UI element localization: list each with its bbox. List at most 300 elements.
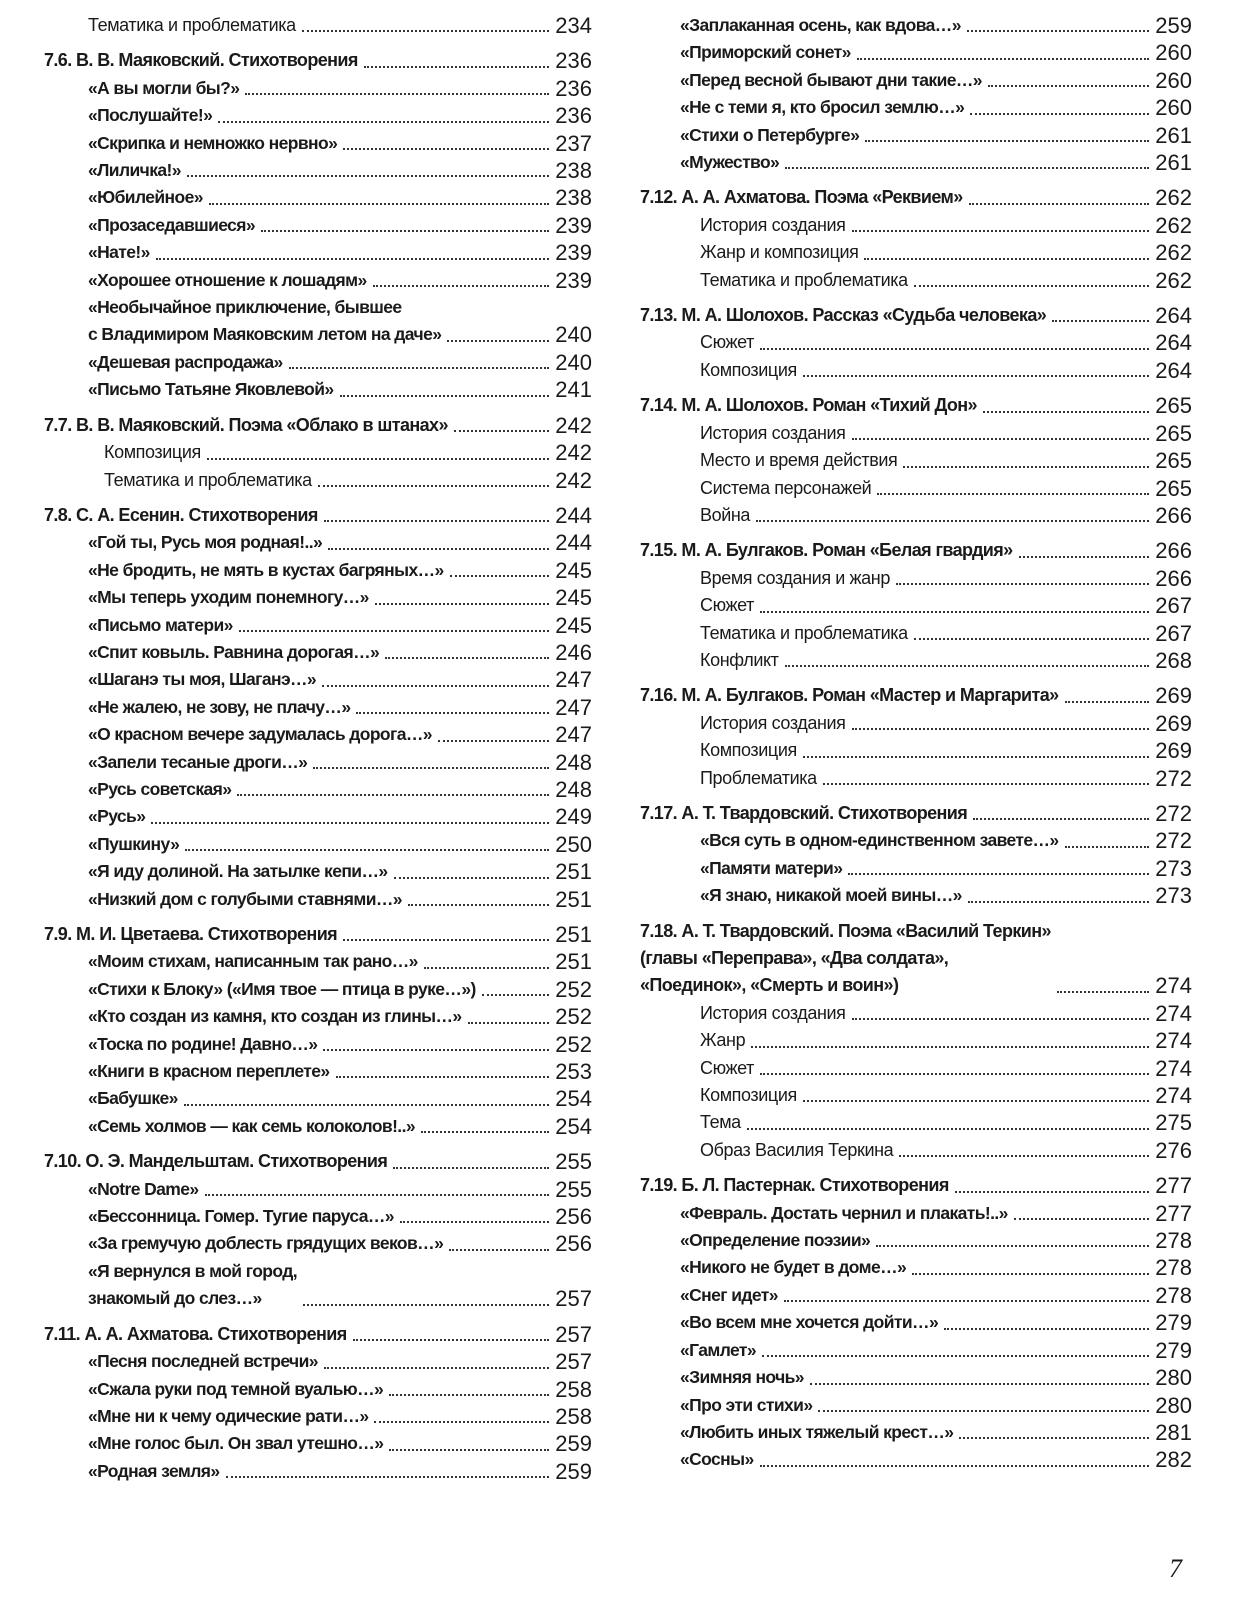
toc-entry-title: «Кто создан из камня, кто создан из глины…» [88,1006,462,1027]
toc-entry-page: 277 [1155,1173,1192,1199]
toc-subsection-entry [44,12,592,39]
toc-entry-page: 260 [1155,95,1192,121]
dot-leader [450,575,550,577]
dot-leader [375,603,549,605]
toc-entry-page: 248 [555,776,592,802]
toc-subsection-entry [640,502,1192,529]
toc-entry-page: 260 [1155,67,1192,93]
toc-poem-entry [640,1446,1192,1473]
toc-subsection-entry [640,1137,1192,1164]
dot-leader [438,740,549,742]
toc-entry-title: Конфликт [700,649,779,670]
dot-leader [482,994,550,996]
toc-entry-page: 281 [1155,1419,1192,1445]
toc-entry-page: 272 [1155,800,1192,826]
toc-entry-title: Сюжет [700,1057,754,1078]
toc-entry-title: «Прозаседавшиеся» [88,214,256,235]
toc-entry-title: «Любить иных тяжелый крест…» [680,1421,954,1442]
toc-entry-title: История создания [700,214,846,235]
toc-entry-title: Композиция [700,359,797,380]
dot-leader [760,611,1149,613]
toc-entry-title: «Стихи к Блоку» («Имя твое — птица в руке…») [88,978,476,999]
toc-entry-title: «Родная земля» [88,1460,220,1481]
toc-subsection-entry [640,1027,1192,1054]
toc-entry-title: Система персонажей [700,477,872,498]
toc-entry-page: 258 [555,1403,592,1429]
dot-leader [394,877,550,879]
toc-entry-title: «За гремучую доблесть грядущих веков…» [88,1233,444,1254]
toc-entry-title: История создания [700,1002,846,1023]
toc-entry-page: 239 [555,212,592,238]
dot-leader [959,1437,1149,1439]
toc-entry-title: «Перед весной бывают дни такие…» [680,69,982,90]
toc-entry-page: 264 [1155,330,1192,356]
dot-leader [1057,991,1149,993]
toc-poem-entry [44,1376,592,1403]
toc-entry-title: «Гой ты, Русь моя родная!..» [88,532,323,553]
toc-entry-page: 257 [555,1349,592,1375]
dot-leader [955,1191,1150,1193]
dot-leader [374,1421,549,1423]
dot-leader [988,85,1149,87]
toc-entry-page: 238 [555,185,592,211]
toc-poem-entry [640,1364,1192,1391]
toc-poem-entry [44,721,592,748]
toc-entry-title: «Скрипка и немножко нервно» [88,132,338,153]
toc-poem-entry [44,529,592,556]
toc-entry-title: «Notre Dame» [88,1178,199,1199]
dot-leader [760,1073,1149,1075]
toc-entry-page: 236 [555,75,592,101]
toc-entry-title: «Хорошее отношение к лошадям» [88,269,367,290]
toc-poem-entry [44,831,592,858]
toc-entry-title: «Моим стихам, написанным так рано…» [88,951,418,972]
toc-entry-page: 240 [555,349,592,375]
toc-subsection-entry [640,620,1192,647]
toc-entry-title: «Никого не будет в доме…» [680,1257,907,1278]
toc-entry-page: 265 [1155,393,1192,419]
dot-leader [393,1167,549,1169]
toc-entry-title: Композиция [104,442,201,463]
toc-subsection-entry [640,592,1192,619]
toc-poem-entry [44,376,592,403]
toc-poem-entry [44,1203,592,1230]
dot-leader [823,783,1150,785]
dot-leader [343,939,549,941]
toc-poem-entry [640,122,1192,149]
toc-entry-title: История создания [700,712,846,733]
toc-entry-title: Война [700,504,751,525]
toc-entry-title: «Зимняя ночь» [680,1367,804,1388]
dot-leader [944,1328,1149,1330]
dot-leader [857,58,1150,60]
toc-entry-page: 269 [1155,710,1192,736]
toc-entry-page: 267 [1155,620,1192,646]
toc-entry-page: 261 [1155,150,1192,176]
toc-entry-page: 268 [1155,647,1192,673]
toc-entry-page: 273 [1155,855,1192,881]
toc-poem-entry [44,130,592,157]
toc-entry-title: «Юбилейное» [88,187,203,208]
dot-leader [876,1245,1149,1247]
dot-leader [852,1018,1150,1020]
toc-entry-page: 272 [1155,765,1192,791]
dot-leader [421,1131,549,1133]
toc-entry-title: «Мне голос был. Он звал утешно…» [88,1433,384,1454]
dot-leader [328,548,549,550]
dot-leader [156,258,550,260]
toc-entry-title: Тематика и проблематика [104,469,312,490]
dot-leader [760,348,1149,350]
toc-poem-entry [44,1348,592,1375]
toc-entry-page: 272 [1155,828,1192,854]
dot-leader [751,1046,1149,1048]
toc-entry-page: 236 [555,48,592,74]
toc-entry-title: История создания [700,422,846,443]
dot-leader [205,1194,550,1196]
toc-section-entry [640,918,1192,1000]
toc-poem-entry [44,976,592,1003]
toc-subsection-entry [44,467,592,494]
toc-poem-entry [44,557,592,584]
toc-entry-title: 7.16. М. А. Булгаков. Роман «Мастер и Маргарита» [640,685,1059,706]
toc-entry-page: 257 [555,1321,592,1347]
toc-entry-title: «Я иду долиной. На затылке кепи…» [88,861,388,882]
dot-leader [323,1049,549,1051]
toc-entry-title: «Заплаканная осень, как вдова…» [680,15,961,35]
dot-leader [336,1076,550,1078]
toc-column-right [640,12,1192,1474]
toc-section-entry [640,392,1192,419]
toc-section-entry [44,1148,592,1175]
dot-leader [184,1104,550,1106]
toc-subsection-entry [640,1055,1192,1082]
dot-leader [237,794,549,796]
dot-leader [864,258,1149,260]
toc-entry-title: «Письмо Татьяне Яковлевой» [88,379,334,400]
toc-poem-entry [44,858,592,885]
dot-leader [784,1300,1149,1302]
toc-entry-page: 274 [1155,1055,1192,1081]
toc-entry-title: Тематика и проблематика [700,269,908,290]
dot-leader [324,520,550,522]
toc-section-entry [44,412,592,439]
toc-subsection-entry [640,475,1192,502]
toc-poem-entry [640,882,1192,909]
toc-entry-page: 245 [555,612,592,638]
toc-poem-entry [640,1282,1192,1309]
toc-entry-title: «Не с теми я, кто бросил землю…» [680,97,965,118]
toc-entry-page: 264 [1155,357,1192,383]
toc-subsection-entry [640,329,1192,356]
toc-section-entry [640,800,1192,827]
toc-entry-title: «Дешевая распродажа» [88,351,283,372]
toc-entry-page: 236 [555,103,592,129]
toc-entry-page: 274 [1155,1028,1192,1054]
toc-entry-title: Жанр и композиция [700,242,859,263]
toc-entry-page: 252 [555,976,592,1002]
toc-poem-entry [44,294,592,349]
toc-section-entry [44,502,592,529]
toc-section-entry [640,1172,1192,1199]
dot-leader [785,167,1149,169]
toc-entry-page: 239 [555,240,592,266]
toc-poem-entry [44,1176,592,1203]
dot-leader [852,230,1150,232]
toc-entry-title: «Семь холмов — как семь колоколов!..» [88,1115,415,1136]
toc-entry-page: 256 [555,1231,592,1257]
toc-entry-title: «Тоска по родине! Давно…» [88,1033,318,1054]
toc-poem-entry [640,149,1192,176]
toc-entry-page: 242 [555,467,592,493]
toc-entry-title: Время создания и жанр [700,567,890,588]
toc-entry-title: 7.8. С. А. Есенин. Стихотворения [44,504,318,525]
dot-leader [226,1476,550,1478]
toc-poem-entry [44,1003,592,1030]
toc-entry-title: «Сосны» [680,1449,754,1470]
dot-leader [973,818,1149,820]
toc-entry-page: 256 [555,1204,592,1230]
toc-entry-title: «Я вернулся в мой город, знакомый до слез…» [88,1260,297,1309]
toc-entry-title: «Шаганэ ты моя, Шаганэ…» [88,669,317,690]
toc-entry-title: 7.17. А. Т. Твардовский. Стихотворения [640,802,968,823]
dot-leader [209,203,549,205]
toc-entry-title: «Книги в красном переплете» [88,1061,330,1082]
toc-entry-page: 275 [1155,1110,1192,1136]
toc-section-entry [640,184,1192,211]
toc-entry-title: «Сжала руки под темной вуалью…» [88,1378,384,1399]
toc-subsection-entry [640,267,1192,294]
dot-leader [151,822,549,824]
dot-leader [896,583,1149,585]
toc-subsection-entry [640,1082,1192,1109]
toc-poem-entry [44,948,592,975]
toc-entry-title: Тематика и проблематика [88,15,296,35]
dot-leader [343,148,549,150]
toc-entry-title: 7.12. А. А. Ахматова. Поэма «Реквием» [640,187,963,208]
dot-leader [424,967,549,969]
dot-leader [318,485,550,487]
dot-leader [914,638,1150,640]
toc-entry-page: 260 [1155,40,1192,66]
dot-leader [852,728,1150,730]
dot-leader [1014,1218,1149,1220]
toc-entry-title: 7.9. М. И. Цветаева. Стихотворения [44,924,338,944]
toc-entry-page: 242 [555,440,592,466]
dot-leader [848,873,1149,875]
toc-entry-title: 7.7. В. В. Маяковский. Поэма «Облако в штанах» [44,414,448,435]
toc-entry-title: «Письмо матери» [88,614,233,635]
toc-entry-title: «Спит ковыль. Равнина дорогая…» [88,641,380,662]
dot-leader [353,1339,550,1341]
toc-entry-page: 252 [555,1031,592,1057]
toc-poem-entry [640,1309,1192,1336]
toc-entry-page: 278 [1155,1255,1192,1281]
dot-leader [302,30,550,32]
toc-entry-title: «А вы могли бы?» [88,77,240,98]
dot-leader [218,121,549,123]
dot-leader [803,375,1149,377]
toc-entry-page: 251 [555,949,592,975]
toc-subsection-entry [640,212,1192,239]
toc-entry-title: «Гамлет» [680,1339,756,1360]
toc-poem-entry [44,184,592,211]
toc-poem-entry [44,612,592,639]
toc-poem-entry [44,584,592,611]
toc-entry-page: 245 [555,557,592,583]
toc-entry-title: «Мужество» [680,152,780,173]
toc-entry-page: 269 [1155,683,1192,709]
toc-poem-entry [640,1392,1192,1419]
dot-leader [967,30,1149,32]
toc-subsection-entry [640,737,1192,764]
dot-leader [756,520,1149,522]
dot-leader [261,230,549,232]
toc-entry-title: «Бабушке» [88,1088,178,1109]
toc-entry-page: 234 [555,13,592,38]
toc-poem-entry [640,1337,1192,1364]
toc-entry-page: 237 [555,130,592,156]
toc-entry-title: «Не бродить, не мять в кустах багряных…» [88,559,444,580]
toc-entry-page: 259 [555,1458,592,1484]
toc-entry-page: 265 [1155,475,1192,501]
toc-entry-title: «Мне ни к чему одические рати…» [88,1405,369,1426]
toc-entry-title: Жанр [700,1030,746,1051]
dot-leader [912,1273,1149,1275]
toc-entry-title: Образ Василия Теркина [700,1139,894,1160]
dot-leader [324,1367,549,1369]
toc-subsection-entry [640,710,1192,737]
toc-entry-title: 7.10. О. Э. Мандельштам. Стихотворения [44,1151,388,1172]
toc-entry-page: 246 [555,639,592,665]
dot-leader [810,1383,1149,1385]
toc-entry-title: Композиция [700,740,797,761]
toc-entry-page: 245 [555,585,592,611]
toc-section-entry [640,537,1192,564]
toc-entry-title: «Русь советская» [88,778,232,799]
dot-leader [185,849,549,851]
dot-leader [877,493,1149,495]
toc-entry-title: 7.18. А. Т. Твардовский. Поэма «Василий Теркин» (главы «Переправа», «Два солдата», «Поединок», «Смерть и воин») [640,920,1051,996]
toc-entry-page: 255 [555,1176,592,1202]
dot-leader [818,1410,1149,1412]
toc-entry-page: 276 [1155,1137,1192,1163]
toc-section-entry [640,302,1192,329]
toc-entry-page: 253 [555,1059,592,1085]
toc-poem-entry [44,639,592,666]
toc-poem-entry [44,1058,592,1085]
dot-leader [762,1355,1149,1357]
toc-poem-entry [44,1403,592,1430]
dot-leader [385,657,549,659]
toc-entry-page: 251 [555,859,592,885]
toc-entry-title: «Стихи о Петербурге» [680,124,860,145]
toc-entry-page: 280 [1155,1365,1192,1391]
toc-entry-page: 266 [1155,538,1192,564]
toc-column-left [44,12,592,1485]
toc-poem-entry [640,39,1192,66]
toc-poem-entry [44,1113,592,1140]
toc-entry-page: 265 [1155,448,1192,474]
toc-entry-title: «Февраль. Достать чернил и плакать!..» [680,1202,1008,1223]
toc-entry-page: 254 [555,1113,592,1139]
toc-poem-entry [44,157,592,184]
dot-leader [373,285,550,287]
toc-entry-page: 266 [1155,565,1192,591]
dot-leader [903,466,1149,468]
toc-poem-entry [640,12,1192,39]
toc-entry-page: 262 [1155,267,1192,293]
toc-entry-page: 274 [1155,973,1192,999]
toc-poem-entry [640,827,1192,854]
toc-entry-page: 264 [1155,303,1192,329]
toc-entry-page: 252 [555,1004,592,1030]
toc-poem-entry [44,212,592,239]
toc-poem-entry [44,1085,592,1112]
dot-leader [899,1155,1149,1157]
toc-entry-title: 7.11. А. А. Ахматова. Стихотворения [44,1323,347,1344]
toc-entry-page: 279 [1155,1337,1192,1363]
toc-entry-page: 274 [1155,1083,1192,1109]
dot-leader [389,1449,549,1451]
toc-entry-page: 241 [555,377,592,403]
dot-leader [983,411,1149,413]
toc-entry-page: 261 [1155,122,1192,148]
dot-leader [364,66,550,68]
toc-poem-entry [640,1200,1192,1227]
toc-poem-entry [44,666,592,693]
toc-entry-title: «Нате!» [88,242,150,263]
toc-entry-page: 274 [1155,1000,1192,1026]
toc-subsection-entry [640,357,1192,384]
toc-entry-title: «Я знаю, никакой моей вины…» [700,885,962,906]
toc-entry-title: «О красном вечере задумалась дорога…» [88,724,432,745]
toc-poem-entry [44,1258,592,1313]
dot-leader [389,1394,549,1396]
toc-entry-title: 7.13. М. А. Шолохов. Рассказ «Судьба человека» [640,305,1047,326]
toc-entry-page: 249 [555,804,592,830]
dot-leader [245,93,549,95]
toc-poem-entry [44,1031,592,1058]
toc-entry-title: «Памяти матери» [700,857,843,878]
toc-entry-page: 239 [555,267,592,293]
toc-poem-entry [640,94,1192,121]
toc-subsection-entry [640,565,1192,592]
toc-entry-page: 262 [1155,212,1192,238]
dot-leader [322,685,549,687]
dot-leader [447,340,549,342]
toc-entry-page: 247 [555,667,592,693]
toc-entry-page: 244 [555,502,592,528]
toc-entry-page: 248 [555,749,592,775]
toc-entry-page: 267 [1155,593,1192,619]
toc-entry-page: 250 [555,831,592,857]
toc-entry-page: 259 [1155,13,1192,38]
dot-leader [914,285,1150,287]
toc-entry-page: 266 [1155,502,1192,528]
dot-leader [785,665,1150,667]
toc-entry-page: 238 [555,158,592,184]
toc-poem-entry [44,239,592,266]
toc-poem-entry [44,1458,592,1485]
toc-entry-page: 279 [1155,1310,1192,1336]
dot-leader [449,1249,549,1251]
toc-section-entry [44,47,592,74]
toc-entry-page: 265 [1155,420,1192,446]
dot-leader [340,395,550,397]
toc-subsection-entry [640,1000,1192,1027]
toc-entry-title: «Запели тесаные дроги…» [88,751,308,772]
